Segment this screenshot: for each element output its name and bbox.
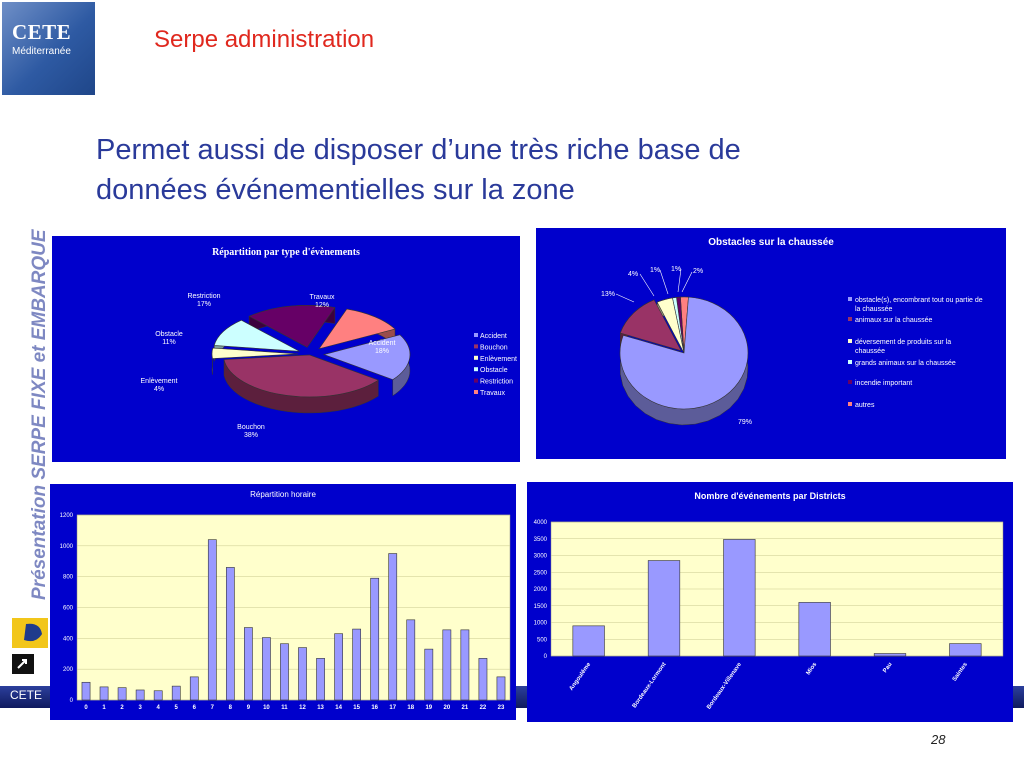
hourly-bar-18 <box>407 620 415 700</box>
vertical-side-text: Présentation SERPE FIXE et EMBARQUE <box>29 229 50 600</box>
hourly-xtick-21: 21 <box>461 705 469 711</box>
districts-xtick-0: Angoulême <box>568 661 593 692</box>
hourly-xtick-13: 13 <box>317 705 324 711</box>
hourly-bar-12 <box>298 648 306 700</box>
pie1-label-value-4: 17% <box>196 301 212 308</box>
logo-title: CETE <box>12 20 72 44</box>
hourly-ytick-4: 800 <box>62 574 73 581</box>
hourly-xtick-8: 8 <box>228 705 233 711</box>
hourly-xtick-6: 6 <box>192 705 196 711</box>
hourly-xtick-4: 4 <box>156 705 160 711</box>
hourly-bar-21 <box>461 630 469 700</box>
hourly-bar-10 <box>262 638 270 700</box>
pie2-legend-item-3: déversement de produits sur la <box>855 339 952 346</box>
pie1-legend-swatch-1 <box>474 344 478 348</box>
hourly-bar-2 <box>118 688 126 700</box>
pie1-legend-swatch-2 <box>474 356 478 360</box>
hourly-bar-23 <box>497 677 505 700</box>
pie1-legend-item-4: Restriction <box>480 378 514 386</box>
pie2-legend-swatch-3 <box>848 339 852 343</box>
cete-logo <box>2 2 95 95</box>
chart-title: Répartition horaire <box>250 490 316 499</box>
hourly-xtick-7: 7 <box>210 705 214 711</box>
pie1-label-value-0: 18% <box>374 348 390 355</box>
pie1-label-value-3: 11% <box>162 339 176 346</box>
pie2-legend-item-0: obstacle(s), encombrant tout ou partie de <box>855 297 983 304</box>
headline <box>96 130 916 210</box>
pie1-label-name-5: Travaux <box>309 294 335 301</box>
pie2-label-value-1: 13% <box>600 291 616 298</box>
pie2-leader-line-4 <box>682 272 692 292</box>
districts-bar-3 <box>799 602 831 656</box>
pie2-leader-line-0 <box>616 294 634 302</box>
pie2-legend-item-6: incendie important <box>855 380 913 387</box>
hourly-xtick-14: 14 <box>335 705 342 711</box>
pie2-label-value-2: 4% <box>627 271 639 278</box>
hourly-xtick-23: 23 <box>497 705 505 711</box>
hourly-xtick-20: 20 <box>443 705 451 711</box>
chart-event-types-svg <box>52 236 520 462</box>
hourly-bar-15 <box>353 629 361 700</box>
hourly-bar-13 <box>317 658 325 700</box>
headline-line-2: données événementielles sur la zone <box>96 174 575 206</box>
headline-line-1: Permet aussi de disposer d’une très riche base de <box>96 134 741 166</box>
hourly-bar-20 <box>443 630 451 700</box>
hourly-ytick-0: 0 <box>69 698 73 704</box>
hourly-ytick-5: 1000 <box>59 543 73 550</box>
chart-title: Obstacles sur la chaussée <box>708 237 834 248</box>
pie2-label-value-5: 2% <box>692 268 704 275</box>
districts-bar-0 <box>573 626 605 656</box>
pie2-legend-item-5: grands animaux sur la chaussée <box>855 360 956 367</box>
hourly-bar-4 <box>154 691 162 700</box>
districts-ytick-1: 500 <box>536 637 547 644</box>
hourly-xtick-11: 11 <box>281 705 288 711</box>
hourly-ytick-2: 400 <box>62 636 73 643</box>
pie2-label-value-3: 1% <box>649 267 661 274</box>
chart-hourly-svg <box>50 484 516 720</box>
districts-bar-2 <box>724 539 756 656</box>
partner-logo-icon <box>12 618 48 674</box>
chart-title: Répartition par type d'évènements <box>212 247 360 258</box>
hourly-xtick-16: 16 <box>371 705 379 711</box>
pie1-legend-item-1: Bouchon <box>480 344 508 352</box>
page-number: 28 <box>931 732 946 747</box>
districts-xtick-5: Saintes <box>951 661 969 683</box>
pie1-label-name-3: Obstacle <box>155 331 183 338</box>
chart-title: Nombre d'événements par Districts <box>694 491 846 501</box>
districts-ytick-7: 3500 <box>533 536 547 543</box>
pie1-label-value-2: 4% <box>153 386 165 393</box>
chart-obstacles-svg <box>536 228 1006 459</box>
districts-xtick-4: Pau <box>882 661 894 675</box>
districts-ytick-3: 1500 <box>533 603 547 610</box>
pie2-leader-line-2 <box>660 270 668 294</box>
pie1-label-name-2: Enlèvement <box>140 378 178 385</box>
chart-districts <box>527 482 1013 722</box>
chart-event-types <box>52 236 520 462</box>
chart-obstacles <box>536 228 1006 459</box>
pie2-leader-line-1 <box>640 274 654 296</box>
hourly-bar-3 <box>136 690 144 700</box>
chart-hourly <box>50 484 516 720</box>
pie2-legend-item-7: autres <box>855 402 875 409</box>
hourly-bar-5 <box>172 686 180 700</box>
hourly-xtick-17: 17 <box>389 705 397 711</box>
pie2-label-value-0: 79% <box>737 419 753 426</box>
pie1-legend-swatch-0 <box>474 333 478 337</box>
hourly-xtick-2: 2 <box>120 705 124 711</box>
pie1-label-value-5: 12% <box>314 302 330 309</box>
hourly-bar-11 <box>280 644 288 700</box>
footer-org-label: CETE <box>10 688 43 702</box>
pie2-legend-swatch-0 <box>848 297 852 301</box>
hourly-bar-22 <box>479 658 487 700</box>
hourly-ytick-1: 200 <box>62 667 73 674</box>
hourly-xtick-15: 15 <box>353 705 360 711</box>
pie1-label-name-4: Restriction <box>187 293 221 300</box>
hourly-bar-1 <box>100 687 108 700</box>
chart-districts-svg <box>527 482 1013 722</box>
pie1-label-name-1: Bouchon <box>237 424 265 431</box>
hourly-xtick-9: 9 <box>246 705 251 711</box>
hourly-bar-19 <box>425 649 433 700</box>
districts-ytick-0: 0 <box>543 654 547 660</box>
hourly-bar-7 <box>208 540 216 700</box>
districts-xtick-1: Bordeaux-Lormont <box>631 661 668 710</box>
districts-ytick-6: 3000 <box>533 553 547 560</box>
districts-xtick-2: Bordeaux-Villenave <box>706 661 743 711</box>
pie2-legend-item-4: chaussée <box>855 348 885 355</box>
hourly-xtick-18: 18 <box>407 705 415 711</box>
districts-bar-1 <box>648 561 680 656</box>
hourly-bar-0 <box>82 682 90 700</box>
hourly-xtick-3: 3 <box>138 705 142 711</box>
hourly-ytick-6: 1200 <box>59 513 73 519</box>
hourly-xtick-19: 19 <box>425 705 433 711</box>
pie2-legend-swatch-6 <box>848 380 852 384</box>
hourly-ytick-3: 600 <box>62 605 73 612</box>
pie1-legend-item-3: Obstacle <box>480 367 508 375</box>
districts-ytick-4: 2000 <box>533 587 547 593</box>
pie2-legend-swatch-5 <box>848 360 852 364</box>
pie2-legend-swatch-7 <box>848 402 852 406</box>
hourly-bar-14 <box>335 634 343 700</box>
districts-xtick-3: Mios <box>805 661 819 677</box>
pie1-legend-swatch-3 <box>474 367 478 371</box>
hourly-bar-8 <box>226 567 234 700</box>
pie1-legend-swatch-5 <box>474 390 478 394</box>
hourly-xtick-10: 10 <box>263 705 270 711</box>
hourly-bar-17 <box>389 554 397 700</box>
hourly-bar-6 <box>190 677 198 700</box>
districts-bar-4 <box>874 653 906 656</box>
logo-subtitle: Méditerranée <box>12 46 71 57</box>
pie1-legend-swatch-4 <box>474 379 478 383</box>
districts-ytick-5: 2500 <box>533 570 547 577</box>
hourly-bar-9 <box>244 628 252 700</box>
districts-bar-5 <box>950 644 982 656</box>
pie2-legend-item-1: la chaussée <box>855 306 893 313</box>
pie2-label-value-4: 1% <box>670 266 682 273</box>
pie1-legend-item-2: Enlèvement <box>480 355 517 363</box>
hourly-bar-16 <box>371 578 379 700</box>
districts-ytick-2: 1000 <box>533 620 547 627</box>
pie1-label-value-1: 38% <box>243 432 259 439</box>
hourly-xtick-0: 0 <box>84 705 88 711</box>
pie1-label-name-0: Accident <box>368 340 396 347</box>
page-title: Serpe administration <box>154 26 375 53</box>
pie1-legend-item-0: Accident <box>480 333 507 340</box>
pie1-legend-item-5: Travaux <box>480 390 506 397</box>
hourly-xtick-1: 1 <box>102 705 106 711</box>
districts-ytick-8: 4000 <box>533 520 547 526</box>
hourly-xtick-22: 22 <box>479 705 487 711</box>
hourly-xtick-12: 12 <box>299 705 306 711</box>
hourly-xtick-5: 5 <box>174 705 178 711</box>
pie2-legend-item-2: animaux sur la chaussée <box>855 317 933 324</box>
pie2-legend-swatch-2 <box>848 317 852 321</box>
